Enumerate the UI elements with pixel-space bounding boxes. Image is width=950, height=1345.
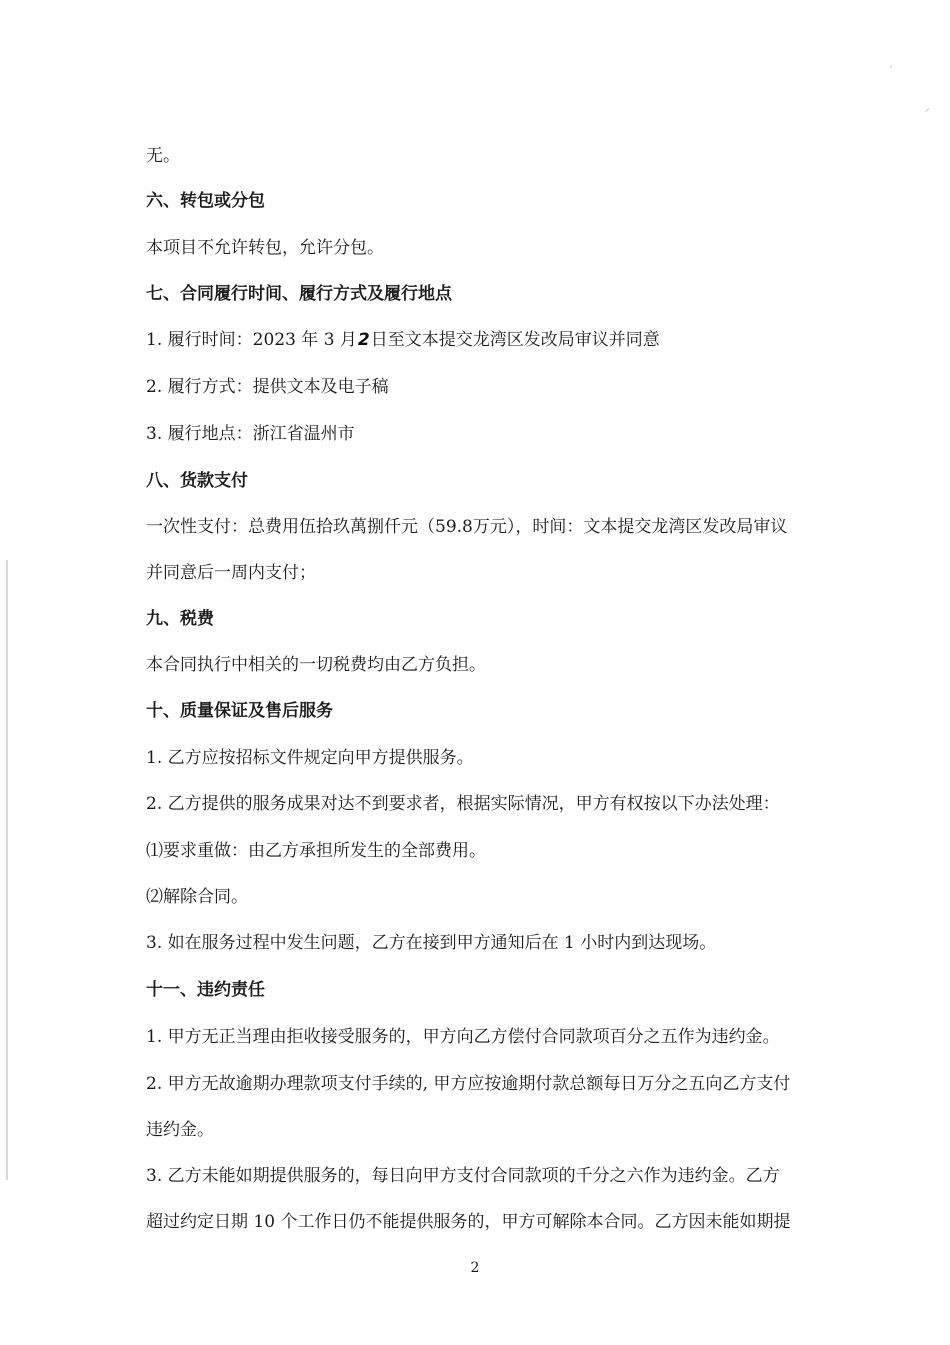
- text-line: 超过约定日期 10 个工作日仍不能提供服务的，甲方可解除本合同。乙方因未能如期提: [146, 1212, 791, 1232]
- text-line: 1. 乙方应按招标文件规定向甲方提供服务。: [146, 748, 474, 768]
- text-line: 3. 如在服务过程中发生问题，乙方在接到甲方通知后在 1 小时内到达现场。: [146, 933, 717, 953]
- text-line: 本项目不允许转包，允许分包。: [146, 238, 384, 258]
- text-line: 2. 甲方无故逾期办理款项支付手续的, 甲方应按逾期付款总额每日万分之五向乙方支付: [146, 1074, 791, 1094]
- section-heading-6: 六、转包或分包: [146, 191, 265, 211]
- performance-time-line: [146, 328, 830, 352]
- text-line: 无。: [146, 146, 180, 166]
- page-number: 2: [470, 1260, 480, 1276]
- section-heading-11: 十一、违约责任: [146, 980, 265, 1000]
- text-line: 一次性支付：总费用伍拾玖萬捌仟元（59.8万元），时间：文本提交龙湾区发改局审议: [146, 517, 788, 537]
- section-heading-8: 八、货款支付: [146, 471, 248, 491]
- text-line: 本合同执行中相关的一切税费均由乙方负担。: [146, 655, 486, 675]
- performance-time-prefix: 1. 履行时间：2023 年 3 月: [146, 330, 357, 350]
- scan-speck: ˊ: [888, 66, 893, 77]
- scan-speck: ⸝: [925, 103, 930, 114]
- section-heading-10: 十、质量保证及售后服务: [146, 701, 333, 721]
- handwritten-day: 2: [357, 330, 370, 350]
- text-line: 2. 乙方提供的服务成果对达不到要求者，根据实际情况，甲方有权按以下办法处理：: [146, 794, 780, 814]
- performance-time-suffix: 日至文本提交龙湾区发改局审议并同意: [370, 330, 660, 350]
- text-line: 违约金。: [146, 1120, 214, 1140]
- text-line: ⑴要求重做：由乙方承担所发生的全部费用。: [146, 841, 486, 861]
- text-line: 1. 甲方无正当理由拒收接受服务的，甲方向乙方偿付合同款项百分之五作为违约金。: [146, 1027, 780, 1047]
- text-line: 3. 乙方未能如期提供服务的，每日向甲方支付合同款项的千分之六作为违约金。乙方: [146, 1166, 780, 1186]
- section-heading-7: 七、合同履行时间、履行方式及履行地点: [146, 284, 452, 304]
- text-line: 3. 履行地点：浙江省温州市: [146, 424, 355, 444]
- text-line: 并同意后一周内支付；: [146, 563, 316, 583]
- text-line: 2. 履行方式：提供文本及电子稿: [146, 377, 389, 397]
- section-heading-9: 九、税费: [146, 609, 214, 629]
- scan-edge-artifact: [6, 560, 8, 1180]
- text-line: ⑵解除合同。: [146, 887, 248, 907]
